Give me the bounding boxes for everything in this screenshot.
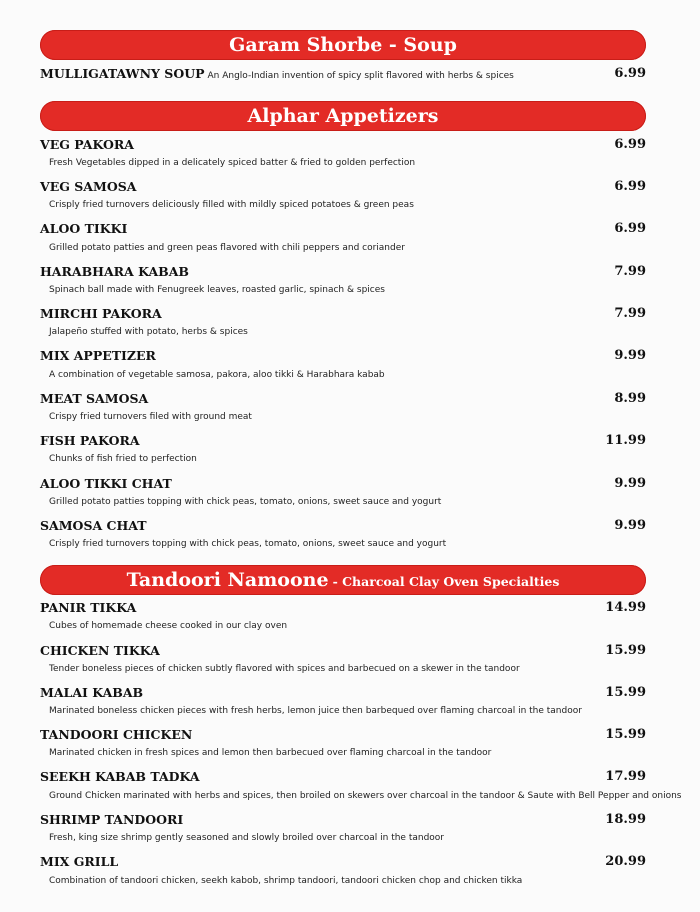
menu-item-desc: An Anglo-Indian invention of spicy split flavored with herbs & spices [207, 71, 514, 81]
section-title: Garam Shorbe - Soup [229, 34, 457, 56]
menu-item-name: HARABHARA KABAB [40, 264, 189, 279]
menu-item-name: VEG SAMOSA [40, 179, 137, 194]
menu-item-desc: Combination of tandoori chicken, seekh kabob, shrimp tandoori, tandoori chicken chop and chicken tikka [49, 876, 523, 886]
menu-item-name: MIX APPETIZER [40, 348, 156, 363]
menu-item-price: 6.99 [614, 179, 646, 194]
menu-item-name: MIX GRILL [40, 854, 119, 869]
menu-item-price: 11.99 [605, 433, 646, 448]
menu-item-desc: Ground Chicken marinated with herbs and spices, then broiled on skewers over charcoal in the tandoor & Saute with Bell Pepper and onions [49, 791, 682, 801]
menu-item-price: 18.99 [605, 812, 646, 827]
menu-item-desc: Chunks of fish fried to perfection [49, 454, 197, 464]
menu-item-desc: Spinach ball made with Fenugreek leaves, roasted garlic, spinach & spices [49, 285, 385, 295]
menu-item-name: MULLIGATAWNY SOUP An Anglo-Indian invention of spicy split flavored with herbs & spices [40, 66, 514, 81]
menu-item-price: 9.99 [614, 348, 646, 363]
menu-item-price: 8.99 [614, 391, 646, 406]
menu-item-name: CHICKEN TIKKA [40, 643, 160, 658]
menu-item-price: 15.99 [605, 685, 646, 700]
menu-item-price: 7.99 [614, 306, 646, 321]
menu-item-desc: Crisply fried turnovers topping with chick peas, tomato, onions, sweet sauce and yogurt [49, 539, 447, 549]
menu-item-name: ALOO TIKKI [40, 221, 128, 236]
menu-item-name: MALAI KABAB [40, 685, 144, 700]
menu-item-price: 6.99 [614, 221, 646, 236]
menu-item-desc: Crispy fried turnovers filed with ground meat [49, 412, 252, 422]
menu-item-desc: Marinated chicken in fresh spices and lemon then barbecued over flaming charcoal in the tandoor [49, 748, 492, 758]
menu-item-price: 15.99 [605, 727, 646, 742]
menu-item-desc: Crisply fried turnovers deliciously filled with mildly spiced potatoes & green peas [49, 200, 414, 210]
section-banner-soup [40, 30, 646, 60]
menu-item-desc: Jalapeño stuffed with potato, herbs & spices [49, 327, 248, 337]
menu-item-price: 6.99 [614, 137, 646, 152]
menu-item-price: 7.99 [614, 264, 646, 279]
menu-item-price: 9.99 [614, 476, 646, 491]
menu-item-price: 20.99 [605, 854, 646, 869]
section-title: Tandoori Namoone [126, 569, 329, 591]
section-title: Alphar Appetizers [247, 105, 439, 127]
section-subtitle: - Charcoal Clay Oven Specialties [332, 574, 560, 589]
section-banner-appetizers [40, 101, 646, 131]
menu-item-name: MEAT SAMOSA [40, 391, 149, 406]
menu-item-price: 14.99 [605, 600, 646, 615]
menu-item-name: SAMOSA CHAT [40, 518, 147, 533]
menu-item-desc: Grilled potato patties and green peas flavored with chili peppers and coriander [49, 243, 405, 253]
menu-item-price: 9.99 [614, 518, 646, 533]
menu-item-name: MIRCHI PAKORA [40, 306, 162, 321]
menu-item-name: SEEKH KABAB TADKA [40, 769, 200, 784]
menu-item-name: TANDOORI CHICKEN [40, 727, 193, 742]
menu-item-price: 17.99 [605, 769, 646, 784]
menu-item-price: 6.99 [614, 66, 646, 81]
menu-item-price: 15.99 [605, 643, 646, 658]
menu-item-desc: Grilled potato patties topping with chick peas, tomato, onions, sweet sauce and yogurt [49, 497, 442, 507]
menu-item-name: ALOO TIKKI CHAT [40, 476, 172, 491]
menu-item-desc: Fresh Vegetables dipped in a delicately spiced batter & fried to golden perfection [49, 158, 416, 168]
menu-item-name: VEG PAKORA [40, 137, 134, 152]
menu-item-desc: Tender boneless pieces of chicken subtly flavored with spices and barbecued on a skewer in the tandoor [49, 664, 520, 674]
menu-item-desc: A combination of vegetable samosa, pakora, aloo tikki & Harabhara kabab [49, 370, 385, 380]
menu-item-name: PANIR TIKKA [40, 600, 137, 615]
menu-item-desc: Fresh, king size shrimp gently seasoned and slowly broiled over charcoal in the tandoor [49, 833, 445, 843]
section-banner-tandoori [40, 565, 646, 595]
menu-item-name: SHRIMP TANDOORI [40, 812, 184, 827]
menu-item-desc: Marinated boneless chicken pieces with fresh herbs, lemon juice then barbequed over flaming charcoal in the tandoor [49, 706, 582, 716]
menu-item-desc: Cubes of homemade cheese cooked in our clay oven [49, 621, 288, 631]
menu-item-name: FISH PAKORA [40, 433, 140, 448]
